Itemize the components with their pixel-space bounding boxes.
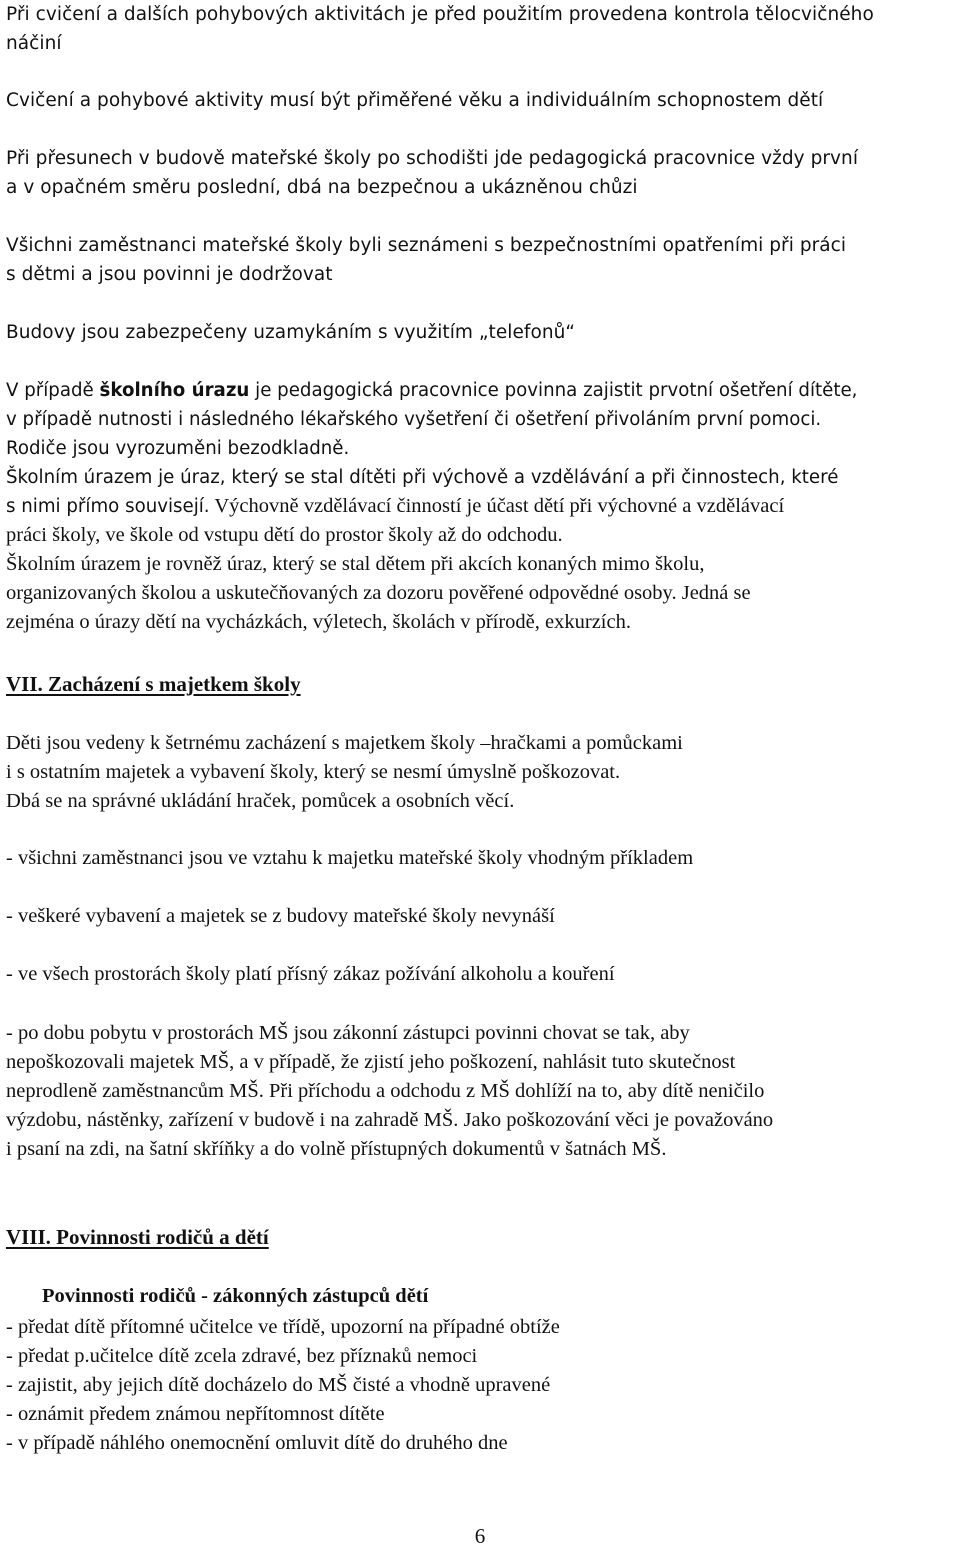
text-line: práci školy, ve škole od vstupu dětí do prostor školy až do odchodu. xyxy=(6,524,563,546)
text-line: Školním úrazem je úraz, který se stal dítěti při výchově a vzdělávání a při činnostech, které xyxy=(6,467,839,488)
text-line: zejména o úrazy dětí na vycházkách, výletech, školách v přírodě, exkurzích. xyxy=(6,611,631,633)
text-line: organizovaných školou a uskutečňovaných za dozoru pověřené odpovědné osoby. Jedná se xyxy=(6,582,751,604)
stairs-paragraph xyxy=(6,144,956,202)
bold-term: školního úrazu xyxy=(99,380,250,401)
property-rule-4 xyxy=(6,1019,956,1164)
list-item: - předat p.učitelce dítě zcela zdravé, bez příznaků nemoci xyxy=(6,1345,478,1367)
text-line: neprodleně zaměstnancům MŠ. Při příchodu a odchodu z MŠ dohlíží na to, aby dítě neničilo xyxy=(6,1080,765,1102)
text-line: Děti jsou vedeny k šetrnému zacházení s majetkem školy –hračkami a pomůckami xyxy=(6,732,683,754)
school-injury-section xyxy=(6,376,956,637)
list-item: - zajistit, aby jejich dítě docházelo do MŠ čisté a vhodně upravené xyxy=(6,1374,551,1396)
building-security-paragraph xyxy=(6,318,956,347)
obligations-list xyxy=(6,1313,956,1458)
property-rule-1: - všichni zaměstnanci jsou ve vztahu k majetku mateřské školy vhodným příkladem xyxy=(6,847,694,869)
text-segment: V případě xyxy=(6,380,100,401)
text-line xyxy=(6,492,956,521)
section-heading-obligations: VIII. Povinnosti rodičů a dětí xyxy=(6,1225,269,1249)
property-rule-3: - ve všech prostorách školy platí přísný zákaz požívání alkoholu a kouření xyxy=(6,963,615,985)
text-line: Školním úrazem je rovněž úraz, který se stal dětem při akcích konaných mimo školu, xyxy=(6,553,705,575)
property-intro-paragraph xyxy=(6,729,956,816)
text-line: a v opačném směru poslední, dbá na bezpečnou a ukázněnou chůzi xyxy=(6,177,638,198)
list-item: - v případě náhlého onemocnění omluvit dítě do druhého dne xyxy=(6,1432,508,1454)
text-line: Při přesunech v budově mateřské školy po schodišti jde pedagogická pracovnice vždy první xyxy=(6,148,859,169)
list-item: - předat dítě přítomné učitelce ve třídě, upozorní na případné obtíže xyxy=(6,1316,560,1338)
page-number: 6 xyxy=(474,1524,486,1548)
equipment-check-paragraph xyxy=(6,0,956,58)
age-appropriate-paragraph xyxy=(6,86,956,115)
text-line: Rodiče jsou vyrozuměni bezodkladně. xyxy=(6,438,350,459)
text-line: Při cvičení a dalších pohybových aktivitách je před použitím provedena kontrola tělocvičného xyxy=(6,4,874,25)
text-line: Budovy jsou zabezpečeny uzamykáním s využitím „telefonů“ xyxy=(6,322,576,343)
property-rule-2: - veškeré vybavení a majetek se z budovy mateřské školy nevynáší xyxy=(6,905,555,927)
text-line: nepoškozovali majetek MŠ, a v případě, že zjistí jeho poškození, nahlásit tuto skutečnost xyxy=(6,1051,736,1073)
text-segment: je pedagogická pracovnice povinna zajistit prvotní ošetření dítěte, xyxy=(249,380,858,401)
list-item: - oznámit předem známou nepřítomnost dítěte xyxy=(6,1403,385,1425)
text-line: Všichni zaměstnanci mateřské školy byli seznámeni s bezpečnostními opatřeními při práci xyxy=(6,235,847,256)
text-line: náčiní xyxy=(6,33,62,54)
text-line: Dbá se na správné ukládání hraček, pomůcek a osobních věcí. xyxy=(6,790,515,812)
text-segment: Výchovně vzdělávací činností je účast dětí při výchovné a vzdělávací xyxy=(209,495,785,517)
text-line: výzdobu, nástěnky, zařízení v budově i na zahradě MŠ. Jako poškozování věci je považováno xyxy=(6,1109,774,1131)
text-line: s dětmi a jsou povinni je dodržovat xyxy=(6,264,333,285)
staff-safety-paragraph xyxy=(6,231,956,289)
text-line: Cvičení a pohybové aktivity musí být přiměřené věku a individuálním schopnostem dětí xyxy=(6,90,824,111)
text-line: i s ostatním majetek a vybavení školy, který se nesmí úmyslně poškozovat. xyxy=(6,761,621,783)
section-heading-property: VII. Zacházení s majetkem školy xyxy=(6,672,301,696)
obligations-subheading: Povinnosti rodičů - zákonných zástupců dětí xyxy=(42,1285,429,1307)
text-segment: s nimi přímo souvisejí. xyxy=(6,496,210,517)
text-line xyxy=(6,376,956,405)
text-line: v případě nutnosti i následného lékařského vyšetření či ošetření přivoláním první pomoci. xyxy=(6,409,822,430)
text-line: - po dobu pobytu v prostorách MŠ jsou zákonní zástupci povinni chovat se tak, aby xyxy=(6,1022,690,1044)
text-line: i psaní na zdi, na šatní skříňky a do volně přístupných dokumentů v šatnách MŠ. xyxy=(6,1138,667,1160)
